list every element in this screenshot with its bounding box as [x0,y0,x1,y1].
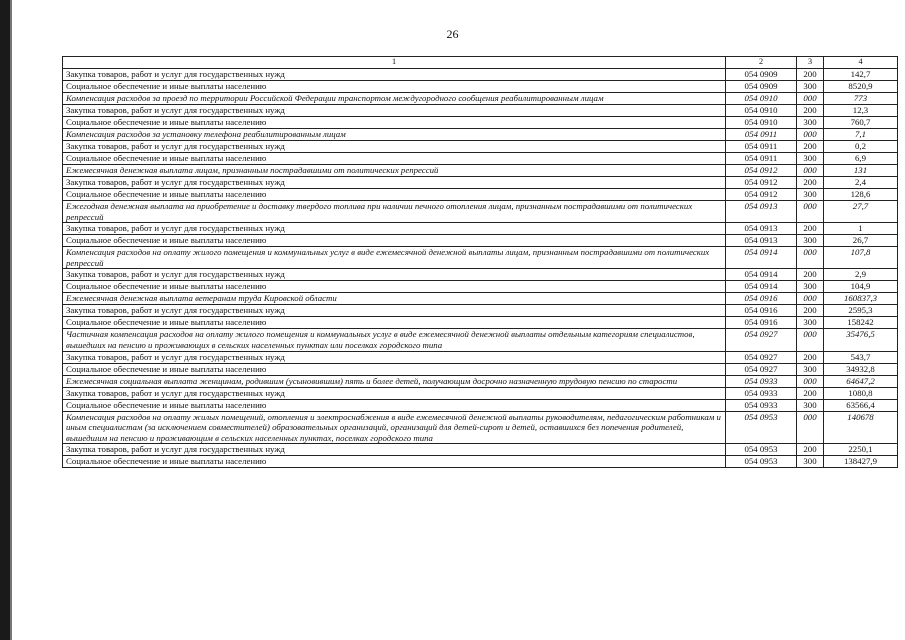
row-description: Социальное обеспечение и иные выплаты населению [63,317,726,329]
row-target-code: 054 0911 [726,129,797,141]
scan-edge-shadow [10,0,12,640]
table-row [63,105,898,117]
row-target-code: 054 0912 [726,165,797,177]
row-amount: 104,9 [824,281,898,293]
row-target-code: 054 0927 [726,363,797,375]
row-target-code: 054 0933 [726,387,797,399]
row-target-code: 054 0927 [726,329,797,351]
row-target-code: 054 0927 [726,351,797,363]
row-description: Закупка товаров, работ и услуг для государственных нужд [63,444,726,456]
row-amount: 12,3 [824,105,898,117]
table-row [63,444,898,456]
row-description: Социальное обеспечение и иные выплаты населению [63,399,726,411]
row-amount: 158242 [824,317,898,329]
row-expense-type: 200 [797,269,824,281]
table-row [63,293,898,305]
row-description: Социальное обеспечение и иные выплаты населению [63,81,726,93]
table-row [63,177,898,189]
row-amount: 63566,4 [824,399,898,411]
row-amount: 27,7 [824,201,898,223]
row-description: Социальное обеспечение и иные выплаты населению [63,235,726,247]
row-description: Социальное обеспечение и иные выплаты населению [63,153,726,165]
header-row [63,57,898,69]
row-expense-type: 300 [797,117,824,129]
table-row [63,235,898,247]
table-row [63,351,898,363]
row-expense-type: 000 [797,329,824,351]
table-row [63,317,898,329]
row-target-code: 054 0913 [726,201,797,223]
row-description: Закупка товаров, работ и услуг для государственных нужд [63,305,726,317]
row-target-code: 054 0913 [726,235,797,247]
row-expense-type: 300 [797,281,824,293]
row-expense-type: 200 [797,351,824,363]
row-amount: 138427,9 [824,456,898,468]
row-expense-type: 000 [797,165,824,177]
row-description: Закупка товаров, работ и услуг для государственных нужд [63,351,726,363]
row-amount: 131 [824,165,898,177]
table-row [63,223,898,235]
row-description: Ежемесячная денежная выплата ветеранам труда Кировской области [63,293,726,305]
row-target-code: 054 0911 [726,141,797,153]
table-row [63,363,898,375]
row-amount: 7,1 [824,129,898,141]
row-expense-type: 200 [797,223,824,235]
row-description: Закупка товаров, работ и услуг для государственных нужд [63,269,726,281]
row-expense-type: 200 [797,141,824,153]
table-row [63,189,898,201]
table-row [63,305,898,317]
row-description: Социальное обеспечение и иные выплаты населению [63,117,726,129]
row-expense-type: 000 [797,247,824,269]
row-expense-type: 000 [797,411,824,444]
row-target-code: 054 0909 [726,69,797,81]
row-amount: 760,7 [824,117,898,129]
row-amount: 142,7 [824,69,898,81]
row-description: Ежемесячная социальная выплата женщинам, родившим (усыновившим) пять и более детей, получающим досрочно назначенную трудовую пенсию по старости [63,375,726,387]
table-row [63,411,898,444]
row-target-code: 054 0910 [726,105,797,117]
row-amount: 8520,9 [824,81,898,93]
row-amount: 543,7 [824,351,898,363]
table-row [63,247,898,269]
row-description: Социальное обеспечение и иные выплаты населению [63,363,726,375]
row-description: Социальное обеспечение и иные выплаты населению [63,281,726,293]
row-expense-type: 000 [797,293,824,305]
row-description: Закупка товаров, работ и услуг для государственных нужд [63,387,726,399]
row-target-code: 054 0912 [726,189,797,201]
page-number: 26 [446,27,459,41]
table-row [63,201,898,223]
row-description: Компенсация расходов за установку телефона реабилитированным лицам [63,129,726,141]
row-description: Закупка товаров, работ и услуг для государственных нужд [63,177,726,189]
row-target-code: 054 0914 [726,269,797,281]
row-amount: 2595,3 [824,305,898,317]
row-description: Компенсация расходов на оплату жилых помещений, отопления и электроснабжения в виде ежемесячной денежной выплаты руководителям, педагогическим работникам и иным специалистам (за исключением совместителей) образовательных организаций, организаций для детей-сирот и детей, оставшихся без попечения родителей, вышедшим на пенсию и проживающим в сельских населенных пунктах, поселках городского типа [63,411,726,444]
header-col-1: 1 [63,57,726,69]
row-description: Ежегодная денежная выплата на приобретение и доставку твердого топлива при наличии печного отопления лицам, признанным пострадавшими от политических репрессий [63,201,726,223]
row-description: Компенсация расходов на оплату жилого помещения и коммунальных услуг в виде ежемесячной денежной выплаты лицам, признанным пострадавшими от политических репрессий [63,247,726,269]
row-expense-type: 300 [797,317,824,329]
row-target-code: 054 0933 [726,375,797,387]
table-row [63,69,898,81]
table-row [63,81,898,93]
row-amount: 64647,2 [824,375,898,387]
row-target-code: 054 0953 [726,444,797,456]
row-target-code: 054 0911 [726,153,797,165]
table-row [63,375,898,387]
table-row [63,93,898,105]
row-target-code: 054 0910 [726,117,797,129]
table-row [63,387,898,399]
row-expense-type: 000 [797,201,824,223]
row-amount: 2,4 [824,177,898,189]
header-col-2: 2 [726,57,797,69]
row-description: Социальное обеспечение и иные выплаты населению [63,456,726,468]
row-expense-type: 300 [797,399,824,411]
row-target-code: 054 0916 [726,293,797,305]
row-expense-type: 300 [797,363,824,375]
row-target-code: 054 0913 [726,223,797,235]
row-amount: 0,2 [824,141,898,153]
table-row [63,456,898,468]
row-amount: 128,6 [824,189,898,201]
row-expense-type: 300 [797,235,824,247]
row-description: Ежемесячная денежная выплата лицам, признанным пострадавшими от политических репрессий [63,165,726,177]
table-row [63,399,898,411]
row-target-code: 054 0916 [726,317,797,329]
table-row [63,329,898,351]
budget-table [62,56,898,468]
header-col-3: 3 [797,57,824,69]
table-row [63,281,898,293]
row-amount: 35476,5 [824,329,898,351]
row-target-code: 054 0953 [726,411,797,444]
row-amount: 140678 [824,411,898,444]
row-target-code: 054 0933 [726,399,797,411]
row-expense-type: 300 [797,456,824,468]
row-amount: 1080,8 [824,387,898,399]
row-description: Закупка товаров, работ и услуг для государственных нужд [63,141,726,153]
row-expense-type: 000 [797,375,824,387]
row-target-code: 054 0910 [726,93,797,105]
row-expense-type: 000 [797,93,824,105]
row-target-code: 054 0912 [726,177,797,189]
table-row [63,269,898,281]
row-expense-type: 200 [797,444,824,456]
table-row [63,117,898,129]
row-expense-type: 200 [797,69,824,81]
row-amount: 2,9 [824,269,898,281]
row-amount: 34932,8 [824,363,898,375]
table-row [63,129,898,141]
row-target-code: 054 0909 [726,81,797,93]
row-description: Компенсация расходов за проезд по территории Российской Федерации транспортом междугородного сообщения реабилитированным лицам [63,93,726,105]
row-target-code: 054 0916 [726,305,797,317]
row-expense-type: 200 [797,387,824,399]
header-col-4: 4 [824,57,898,69]
row-target-code: 054 0914 [726,247,797,269]
row-description: Социальное обеспечение и иные выплаты населению [63,189,726,201]
row-target-code: 054 0914 [726,281,797,293]
row-description: Закупка товаров, работ и услуг для государственных нужд [63,69,726,81]
row-target-code: 054 0953 [726,456,797,468]
row-expense-type: 200 [797,177,824,189]
row-amount: 2250,1 [824,444,898,456]
table-row [63,165,898,177]
row-expense-type: 200 [797,105,824,117]
scan-edge [0,0,10,640]
row-amount: 26,7 [824,235,898,247]
row-description: Частичная компенсация расходов на оплату жилого помещения и коммунальных услуг в виде ежемесячной денежной выплаты отдельным категориям специалистов, вышедших на пенсию и проживающих в сельских населенных пунктах или поселках городского типа [63,329,726,351]
row-expense-type: 200 [797,305,824,317]
row-expense-type: 300 [797,81,824,93]
row-expense-type: 300 [797,189,824,201]
row-description: Закупка товаров, работ и услуг для государственных нужд [63,105,726,117]
row-description: Закупка товаров, работ и услуг для государственных нужд [63,223,726,235]
table-row [63,153,898,165]
row-expense-type: 000 [797,129,824,141]
row-amount: 107,8 [824,247,898,269]
row-amount: 773 [824,93,898,105]
budget-table-body [63,57,898,468]
row-amount: 160837,3 [824,293,898,305]
row-amount: 1 [824,223,898,235]
row-expense-type: 300 [797,153,824,165]
row-amount: 6,9 [824,153,898,165]
table-row [63,141,898,153]
